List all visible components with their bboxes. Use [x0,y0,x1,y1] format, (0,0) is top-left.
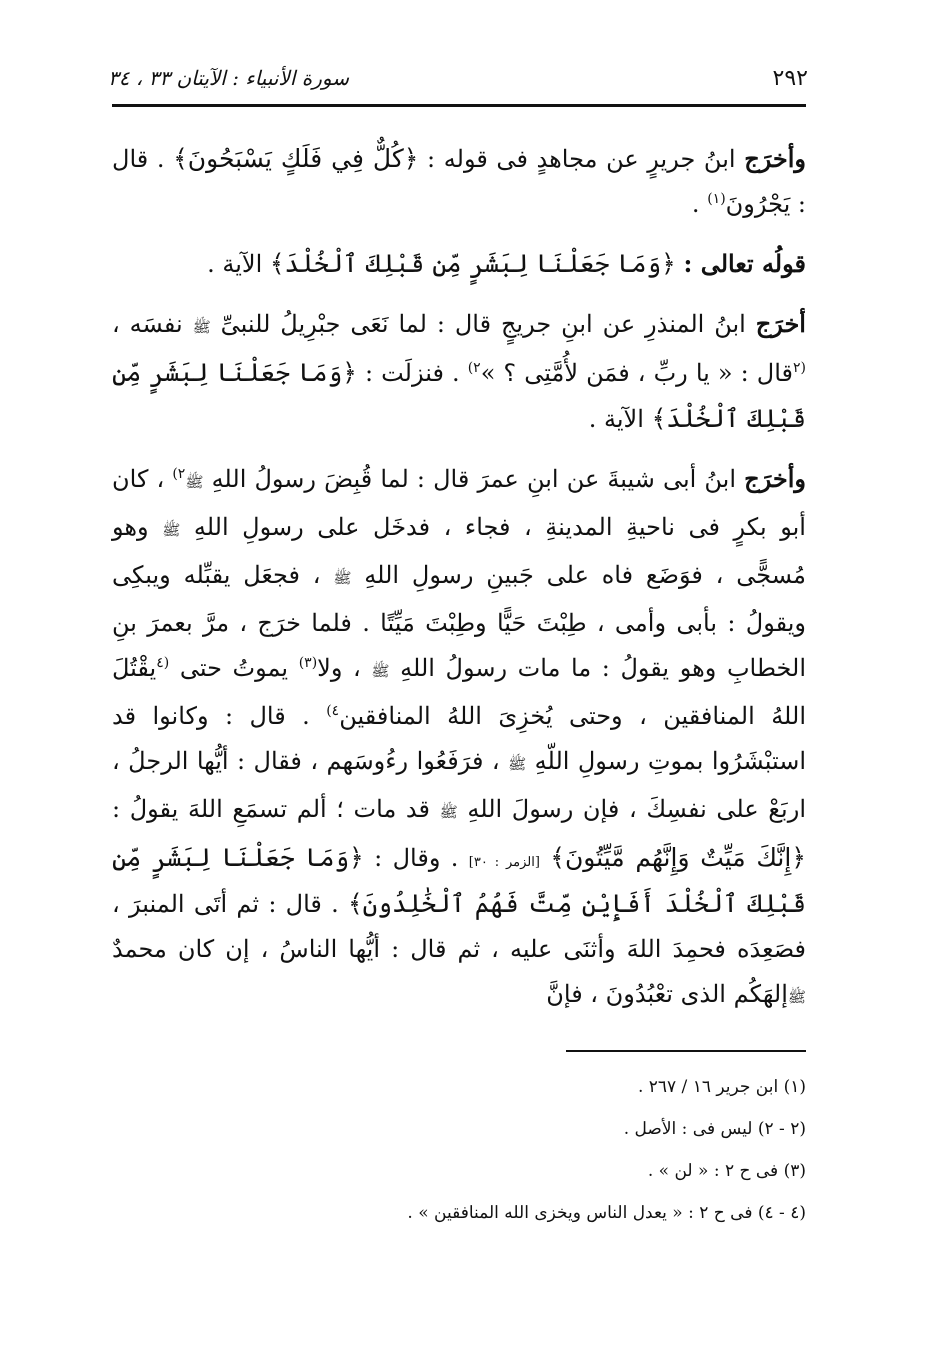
quran-verse: ﴿وَمَا جَعَلْنَا لِبَشَرٍ مِّن قَبْلِكَ ٱلْخُلْدَ أَفَإِيْن مِّتَّ فَهُمُ ٱلْخَٰلِدُونَ﴾ [112,843,806,918]
text-span: ابنُ جريرٍ عن مجاهدٍ فى قوله : [427,145,736,173]
footnote-marker: (١) [707,191,726,207]
footnote-marker: ٢) [467,360,481,376]
quran-verse: ﴿وَمَا جَعَلْنَا لِبَشَرٍ مِّن قَبْلِكَ ٱلْخُلْدَ﴾ [269,249,676,278]
text-span: . وقال : [374,844,459,872]
honorific-glyph: ﷺ [192,318,211,336]
paragraph-lead: وأخرَج [744,464,806,493]
text-span: الآية . [207,250,263,278]
honorific-glyph: ﷺ [162,521,181,539]
text-span: ، فجعَل يقبِّله ويبكِى ويقولُ : بأبى وأمى ، طِبْتَ حَيًّا وطِبْتَ مَيِّتًا . فلما خرَج ، مرَّ بعمرَ بنِ الخطابِ وهو يقولُ : ما مات رسولُ اللهِ [112,561,807,682]
text-span: . قال : يَجْرُونَ [112,145,806,218]
paragraph-mujahid [112,136,806,227]
section-heading [112,241,806,287]
paragraph-lead: أخرَج [755,309,806,338]
text-span: قد مات ؛ ألم تسمَعِ اللهَ يقولُ : [112,795,430,823]
footnote-4: (٤ - ٤) فى ح ٢ : « يعدل الناس ويخزى الله المنافقين » . [407,1203,806,1223]
text-span: إلهَكُم الذى تعْبُدُونَ ، فإنَّ [546,980,788,1008]
text-span: يموتُ حتى [179,654,289,682]
text-span: . قال : وكانوا قد استبْشَرُوا بموتِ رسولِ اللّهِ [112,702,807,775]
quran-verse: ﴿وَمَا جَعَلْنَا لِبَشَرٍ مِّن قَبْلِكَ ٱلْخُلْدَ﴾ [112,358,806,433]
paragraph-ibn-umar [112,456,806,1020]
honorific-glyph: ﷺ [439,803,458,821]
running-title: سورة الأنبياء : الآيتان ٣٣ ، ٣٤ [108,66,349,90]
footnote-marker: (٤ [156,655,170,671]
text-span: ، كان أبو بكرٍ فى ناحيةِ المدينةِ ، فجاء ، فدخَل على رسولِ اللهِ [112,465,806,541]
page-number: ٢٩٢ [772,65,808,91]
heading-lead: قولُه تعالى : [683,249,806,278]
text-span: . [691,190,700,218]
quran-verse: ﴿كُلٌّ فِي فَلَكٍ يَسْبَحُونَ﴾ [173,144,419,173]
footnotes [112,1066,806,1234]
text-span: ابنُ أبى شيبةَ عن ابنِ عمرَ قال : لما قُبِضَ رسولُ اللهِ [211,465,737,493]
footnote-marker: (٢ [792,360,806,376]
footnote-rule [566,1050,806,1052]
honorific-glyph: ﷺ [185,473,204,491]
footnote-2: (٢ - ٢) ليس فى : الأصل . [623,1119,806,1139]
footnote-3: (٣) فى ح ٢ : « لن » . [647,1161,806,1181]
text-span: ، فرَفَعُوا رءُوسَهم ، فقال : أيُّها الرجلُ ، اربَعْ على نفسِكَ ، فإن رسولَ اللهِ [112,747,806,823]
quran-verse: ﴿إِنَّكَ مَيِّتٌ وَإِنَّهُم مَّيِّتُونَ﴾ [550,843,806,872]
text-span: الآية . [588,405,644,433]
honorific-glyph: ﷺ [333,569,352,587]
text-span: ، ولا [317,654,361,682]
text-span: وهو مُسجًّى ، فوَضَع فاه على جَبينِ رسولِ اللهِ [112,513,806,589]
verse-citation: [الزمر : ٣٠] [468,855,540,870]
text-span: ابنُ المنذرِ عن ابنِ جريجٍ قال : لما نَعَى جبْرِيلُ للنبىِّ [220,310,746,338]
paragraph-ibn-jurayj [112,301,806,442]
footnote-marker: ٢) [172,466,186,482]
footnote-marker: (٣) [298,655,318,671]
text-span: . فنزلَت : [364,359,460,387]
running-header [108,56,808,100]
honorific-glyph: ﷺ [787,988,806,1006]
text-span: يقْتُلَ اللهُ المنافقين ، وحتى يُخزِىَ اللهُ المنافقين [112,654,806,730]
paragraph-lead: وأخرَج [744,144,807,173]
text-span: نفسَه ، [112,310,183,338]
body-text [112,136,806,1020]
header-rule [112,104,806,107]
honorific-glyph: ﷺ [371,662,390,680]
text-span: . قال : ثم أتَى المنبرَ ، فصَعِدَه فحمِدَ اللهَ وأثنَى عليه ، ثم قال : أيُّها الناسُ ، إن كان محمدٌ [112,890,806,963]
footnote-1: (١) ابن جرير ١٦ / ٢٦٧ . [637,1077,806,1097]
text-span: قال : « يا ربِّ ، فمَن لأُمَّتِى ؟ » [480,359,793,387]
footnote-marker: ٤) [326,703,340,719]
honorific-glyph: ﷺ [508,755,527,773]
